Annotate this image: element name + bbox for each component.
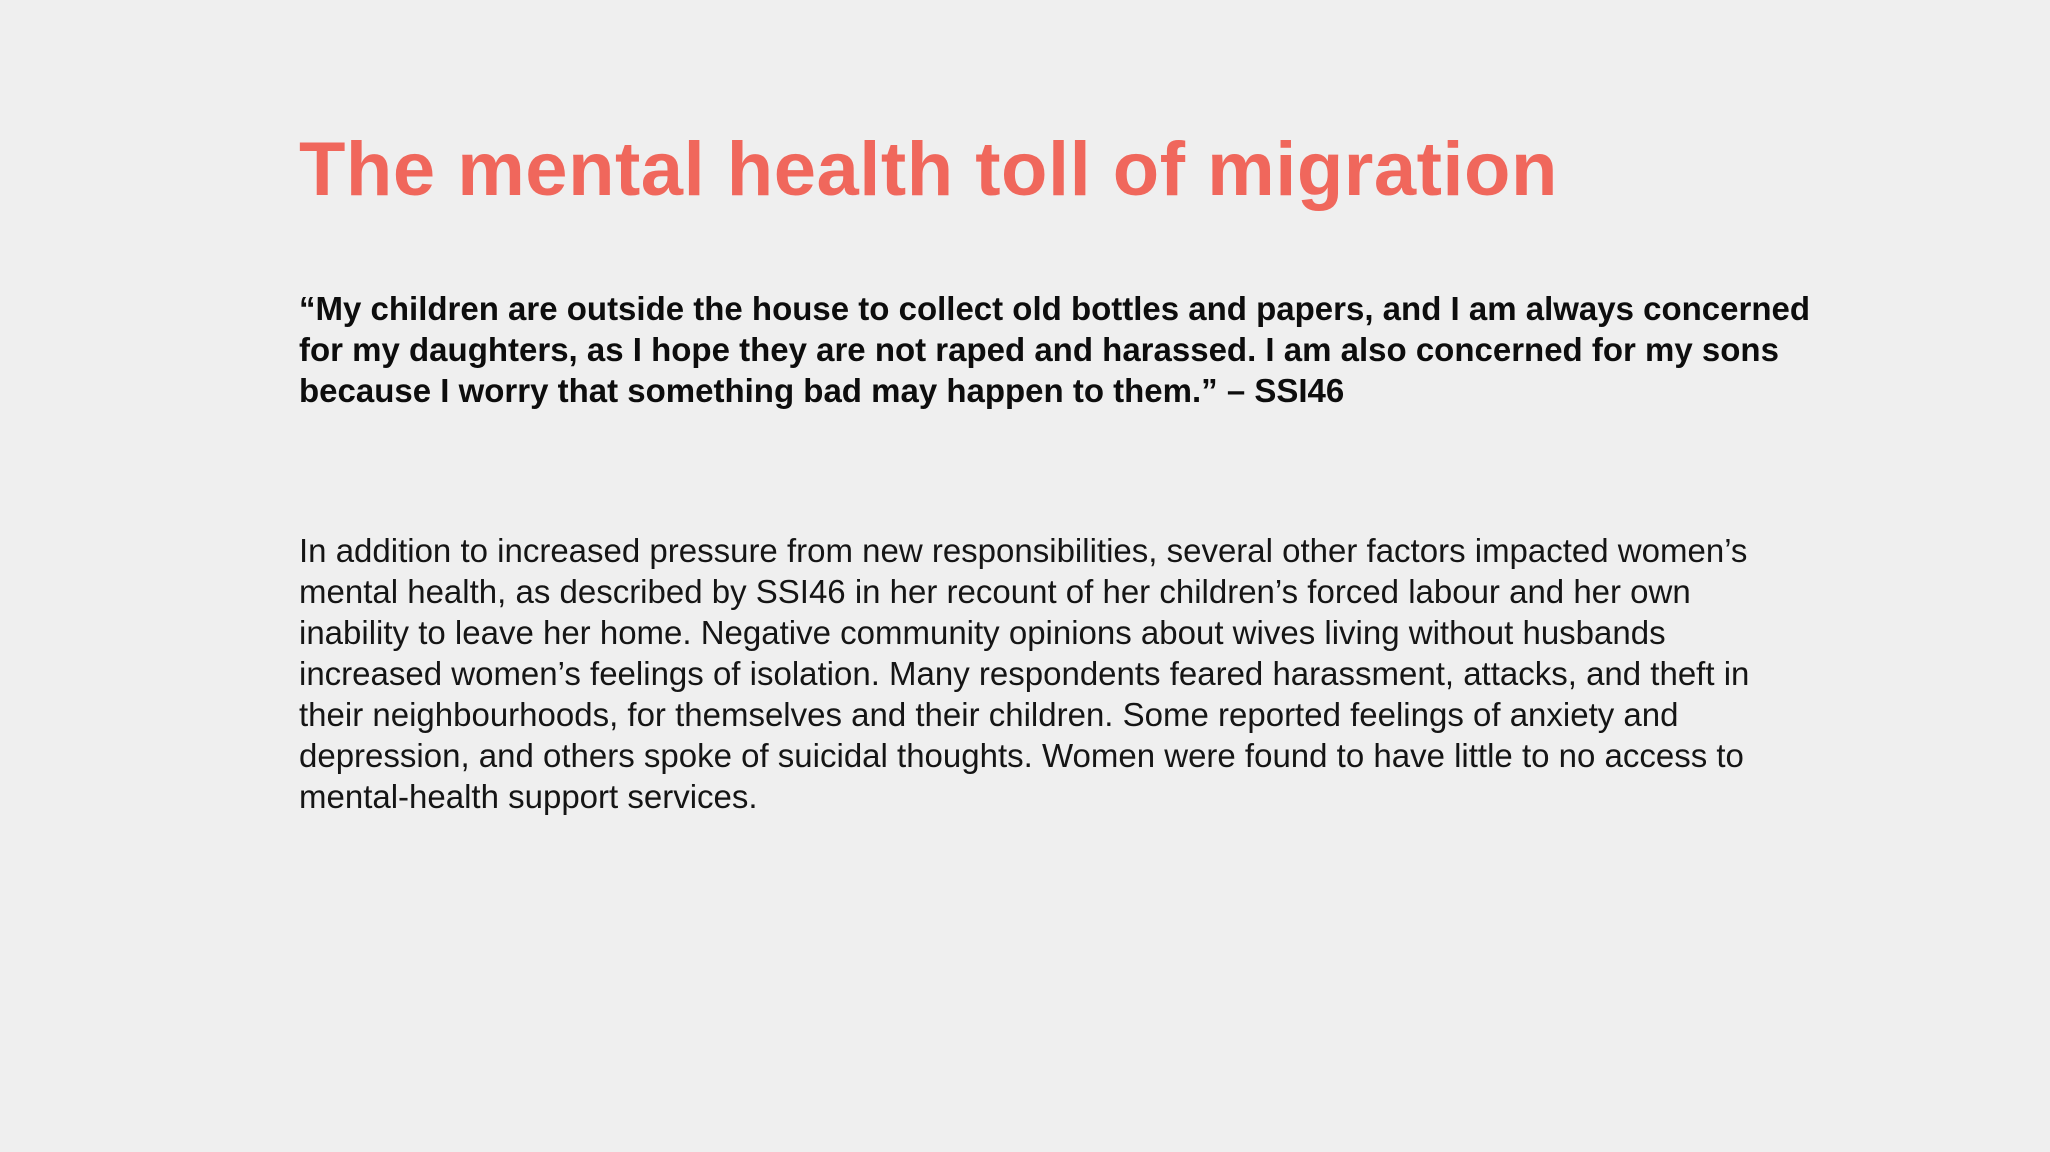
slide xyxy=(299,0,1819,1152)
slide-title: The mental health toll of migration xyxy=(299,127,1558,212)
respondent-quote: “My children are outside the house to collect old bottles and papers, and I am always concerned for my daughters, as I hope they are not raped and harassed. I am also concerned for my sons because I worry that something bad may happen to them.” – SSI46 xyxy=(299,290,1811,409)
body-paragraph: In addition to increased pressure from new responsibilities, several other factors impacted women’s mental health, as described by SSI46 in her recount of her children’s forced labour and her own inability to leave her home. Negative community opinions about wives living without husbands increased women’s feelings of isolation. Many respondents feared harassment, attacks, and theft in their neighbourhoods, for themselves and their children. Some reported feelings of anxiety and depression, and others spoke of suicidal thoughts. Women were found to have little to no access to mental-health support services. xyxy=(299,532,1750,815)
